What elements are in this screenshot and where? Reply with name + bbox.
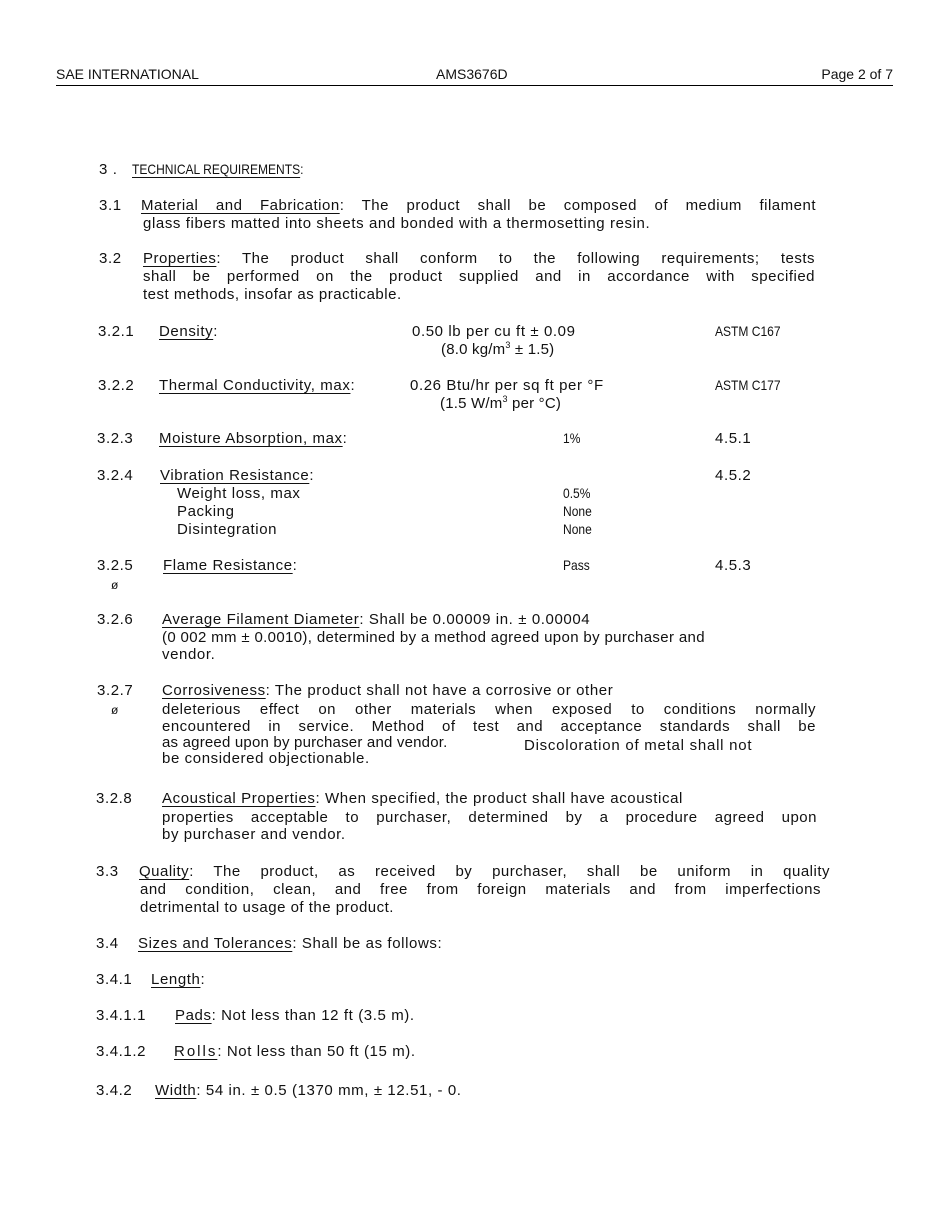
section-3-2-5-number: 3.2.5 bbox=[97, 557, 134, 574]
section-3-1-number: 3.1 bbox=[99, 197, 122, 214]
moisture-absorption-method: 4.5.1 bbox=[715, 430, 752, 447]
section-3-2-1-title: Density bbox=[159, 323, 214, 340]
section-3-2-7-number: 3.2.7 bbox=[97, 682, 134, 699]
thermal-conductivity-metric bbox=[440, 395, 561, 412]
thermal-metric-sup: 3 bbox=[502, 394, 508, 404]
section-3-2-5-title: Flame Resistance bbox=[163, 557, 293, 574]
section-3-1-title: Material and Fabrication bbox=[141, 197, 340, 214]
section-3-tail: : bbox=[300, 161, 304, 177]
section-3-2-6-line3: vendor. bbox=[162, 646, 216, 663]
section-3-3-line bbox=[139, 863, 830, 881]
section-3-2-7-title: Corrosiveness bbox=[162, 682, 266, 699]
section-3-2-8-line3: by purchaser and vendor. bbox=[162, 826, 346, 843]
section-3-2-5-tail: : bbox=[292, 557, 298, 574]
section-3-4-1-title: Length bbox=[151, 971, 201, 988]
section-3-4-title: Sizes and Tolerances bbox=[138, 935, 293, 952]
section-3-4-1-1-tail: : Not less than 12 ft (3.5 m). bbox=[211, 1007, 415, 1024]
section-3-1-line bbox=[141, 197, 816, 215]
section-3-2-1-number: 3.2.1 bbox=[98, 323, 135, 340]
section-3-2-2-tail: : bbox=[350, 377, 356, 394]
section-3-2-7-line5: be considered objectionable. bbox=[162, 750, 370, 767]
section-3-4-1-2-heading bbox=[174, 1043, 416, 1060]
section-3-4-1-tail: : bbox=[200, 971, 206, 988]
moisture-absorption-value: 1% bbox=[563, 430, 581, 446]
density-metric-pre: (8.0 kg/m bbox=[441, 341, 506, 358]
section-3-2-number: 3.2 bbox=[99, 250, 122, 267]
section-3-4-1-1-heading bbox=[175, 1007, 415, 1024]
section-3-2-8-number: 3.2.8 bbox=[96, 790, 133, 807]
section-3-2-2-number: 3.2.2 bbox=[98, 377, 135, 394]
section-3-2-line bbox=[143, 250, 815, 268]
thermal-conductivity-method: ASTM C177 bbox=[715, 377, 781, 393]
section-3-heading bbox=[132, 161, 303, 177]
section-3-2-text: : The product shall conform to the following requirements; tests bbox=[216, 250, 815, 267]
section-3-2-3-title: Moisture Absorption, max bbox=[159, 430, 343, 447]
section-3-4-1-1-number: 3.4.1.1 bbox=[96, 1007, 147, 1024]
density-metric-sup: 3 bbox=[505, 340, 511, 350]
section-3-2-1-heading bbox=[159, 323, 218, 340]
revision-marker: ø bbox=[111, 703, 119, 717]
thermal-conductivity-value: 0.26 Btu/hr per sq ft per °F bbox=[410, 377, 604, 394]
vibration-row-label: Weight loss, max bbox=[177, 485, 301, 502]
density-method: ASTM C167 bbox=[715, 323, 781, 339]
section-3-2-3-heading bbox=[159, 430, 347, 447]
section-3-4-1-heading bbox=[151, 971, 205, 988]
vibration-row-label: Packing bbox=[177, 503, 235, 520]
section-3-2-line3: test methods, insofar as practicable. bbox=[143, 286, 402, 303]
section-3-2-4-title: Vibration Resistance bbox=[160, 467, 310, 484]
section-3-2-8-text: : When specified, the product shall have acoustical bbox=[315, 790, 683, 807]
vibration-row-value: None bbox=[563, 503, 592, 519]
section-3-2-2-heading bbox=[159, 377, 355, 394]
section-3-2-6-title: Average Filament Diameter bbox=[162, 611, 360, 628]
section-3-2-paragraph bbox=[143, 250, 815, 304]
revision-marker: ø bbox=[111, 578, 119, 592]
section-3-4-2-number: 3.4.2 bbox=[96, 1082, 133, 1099]
section-3-2-8-title: Acoustical Properties bbox=[162, 790, 316, 807]
section-3-2-7-line3: encountered in service. Method of test and acceptance standards shall be bbox=[162, 718, 816, 735]
section-3-3-title: Quality bbox=[139, 863, 190, 880]
section-3-2-6-text: : Shall be 0.00009 in. ± 0.00004 bbox=[359, 611, 591, 628]
section-3-3-line2: and condition, clean, and free from foreign materials and from imperfections bbox=[140, 881, 821, 898]
section-3-2-8-heading bbox=[162, 790, 683, 807]
section-3-2-4-number: 3.2.4 bbox=[97, 467, 134, 484]
thermal-metric-pre: (1.5 W/m bbox=[440, 395, 503, 412]
section-3-4-2-tail: : 54 in. ± 0.5 (1370 mm, ± 12.51, - 0. bbox=[196, 1082, 462, 1099]
section-3-3-paragraph bbox=[139, 863, 830, 881]
section-3-2-6-number: 3.2.6 bbox=[97, 611, 134, 628]
section-3-2-7-line2: deleterious effect on other materials when exposed to conditions normally bbox=[162, 701, 816, 718]
section-3-2-7-line4a: as agreed upon by purchaser and vendor. bbox=[162, 734, 448, 751]
section-3-2-2-title: Thermal Conductivity, max bbox=[159, 377, 351, 394]
section-3-2-7-text: : The product shall not have a corrosive or other bbox=[265, 682, 614, 699]
section-3-1-text: : The product shall be composed of medium filament bbox=[339, 197, 816, 214]
section-3-2-3-tail: : bbox=[342, 430, 348, 447]
flame-resistance-method: 4.5.3 bbox=[715, 557, 752, 574]
vibration-row-label: Disintegration bbox=[177, 521, 278, 538]
section-3-4-1-1-title: Pads bbox=[175, 1007, 212, 1024]
section-3-3-number: 3.3 bbox=[96, 863, 119, 880]
section-3-4-1-2-number: 3.4.1.2 bbox=[96, 1043, 147, 1060]
header-doc-number: AMS3676D bbox=[436, 66, 508, 82]
section-3-2-7-line4b: Discoloration of metal shall not bbox=[524, 737, 753, 754]
vibration-row-value: None bbox=[563, 521, 592, 537]
section-3-3-line3: detrimental to usage of the product. bbox=[140, 899, 394, 916]
section-3-2-5-heading bbox=[163, 557, 297, 574]
density-metric-post: ± 1.5) bbox=[510, 341, 555, 358]
section-3-number: 3 . bbox=[99, 161, 118, 178]
section-3-4-1-number: 3.4.1 bbox=[96, 971, 133, 988]
vibration-row-value: 0.5% bbox=[563, 485, 591, 501]
section-3-1-line2: glass fibers matted into sheets and bonded with a thermosetting resin. bbox=[143, 215, 651, 232]
section-3-2-7-heading bbox=[162, 682, 613, 699]
section-3-4-1-2-title: Rolls bbox=[174, 1043, 218, 1060]
section-3-4-2-heading bbox=[155, 1082, 462, 1099]
section-3-2-6-line2: (0 002 mm ± 0.0010), determined by a method agreed upon by purchaser and bbox=[162, 629, 705, 646]
thermal-metric-post: per °C) bbox=[507, 395, 562, 412]
header-rule bbox=[56, 85, 893, 86]
section-3-2-4-heading bbox=[160, 467, 314, 484]
section-3-4-heading bbox=[138, 935, 442, 952]
section-3-2-4-tail: : bbox=[309, 467, 315, 484]
density-value-metric bbox=[441, 341, 554, 358]
section-3-4-1-2-tail: : Not less than 50 ft (15 m). bbox=[217, 1043, 416, 1060]
vibration-resistance-method: 4.5.2 bbox=[715, 467, 752, 484]
section-3-1-paragraph bbox=[141, 197, 816, 215]
section-3-title: TECHNICAL REQUIREMENTS bbox=[132, 161, 301, 177]
section-3-2-8-line2: properties acceptable to purchaser, determined by a procedure agreed upon bbox=[162, 809, 817, 826]
density-value: 0.50 lb per cu ft ± 0.09 bbox=[412, 323, 576, 340]
section-3-4-tail: : Shall be as follows: bbox=[292, 935, 443, 952]
section-3-4-number: 3.4 bbox=[96, 935, 119, 952]
header-org: SAE INTERNATIONAL bbox=[56, 66, 199, 82]
section-3-2-line2: shall be performed on the product supplied and in accordance with specified bbox=[143, 268, 815, 285]
section-3-2-1-tail: : bbox=[213, 323, 218, 340]
section-3-4-2-title: Width bbox=[155, 1082, 197, 1099]
section-3-2-8-paragraph bbox=[162, 809, 817, 826]
section-3-2-title: Properties bbox=[143, 250, 217, 267]
section-3-2-6-heading bbox=[162, 611, 590, 628]
section-3-2-7-paragraph bbox=[162, 701, 816, 735]
section-3-2-3-number: 3.2.3 bbox=[97, 430, 134, 447]
section-3-3-text: : The product, as received by purchaser, shall be uniform in quality bbox=[189, 863, 830, 880]
header-page-number: Page 2 of 7 bbox=[821, 66, 893, 82]
section-3-3-paragraph-2 bbox=[140, 881, 821, 917]
flame-resistance-value: Pass bbox=[563, 557, 590, 573]
